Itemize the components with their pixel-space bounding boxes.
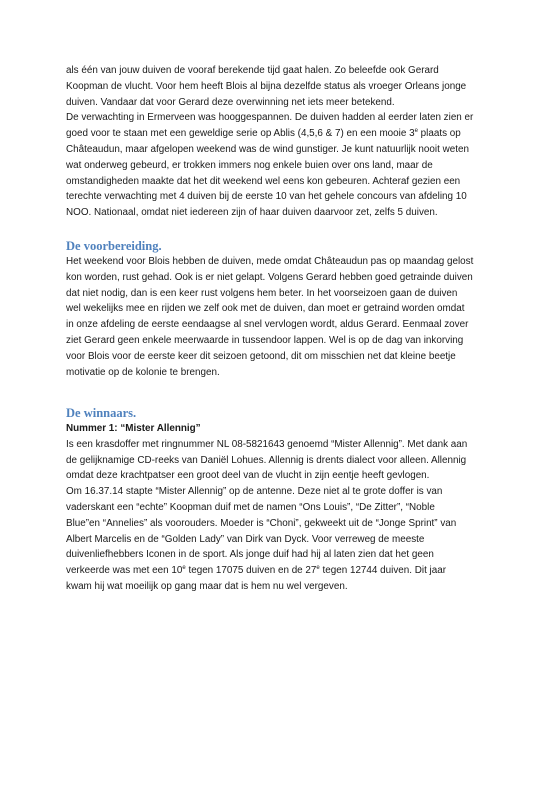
text-line: omdat deze krachtpatser een groot deel van de vlucht in zijn eentje heeft gevlogen. (66, 470, 430, 482)
text-line: wel wekelijks mee en rijden we zelf ook met de duiven, dan moet er getraind worden omdat (66, 303, 465, 315)
paragraph-voorbereiding (66, 254, 506, 380)
text-line: Blue”en “Annelies” als voorouders. Moeder is “Choni”, gekweekt uit de “Jonge Sprint” van (66, 517, 457, 529)
section-heading-winnaars: De winnaars. (66, 406, 137, 420)
text-line: als één van jouw duiven de vooraf berekende tijd gaat halen. Zo beleefde ook Gerard (66, 65, 439, 76)
text-line: omstandigheden maakte dat het dit weekend wel eens kon gebeuren. Achteraf gezien een (66, 175, 461, 187)
text-line: Is een krasdoffer met ringnummer NL 08-5821643 genoemd “Mister Allennig”. Met dank aan (66, 438, 468, 450)
text-line: Om 16.37.14 stapte “Mister Allennig” op de antenne. Deze niet al te grote doffer is van (66, 486, 443, 498)
text-line: motivatie op de kolonie te brengen. (66, 366, 220, 378)
text-line: Koopman de vlucht. Voor hem heeft Blois al bijna dezelfde status als vroeger Orleans jonge (66, 80, 467, 92)
superscript: e (316, 565, 320, 572)
paragraph-verwachting (66, 110, 506, 221)
text-line: kwam hij wat moeilijk op gang maar dat is hem nu wel vergeven. (66, 580, 348, 592)
text-line: NOO. Nationaal, omdat niet iedereen zijn of haar duiven daarvoor zet, zelfs 5 duiven. (66, 207, 438, 219)
subheading-nummer-1: Nummer 1: “Mister Allennig” (66, 423, 201, 434)
text-line: duiven. Vandaar dat voor Gerard deze overwinning net iets meer betekend. (66, 96, 395, 108)
text-line: de gelijknamige CD-reeks van Daniël Lohues. Allennig is drents dialect voor alleen. Allennig (66, 454, 467, 466)
text-line: duivenliefhebbers Iconen in de sport. Als jonge duif had hij al laten zien dat het geen (66, 549, 434, 561)
text-line: kon worden, rust gehad. Ook is er niet gelapt. Volgens Gerard hebben goed getrainde duiven (66, 271, 473, 283)
text-line: dat niet nodig, dan is een keer rust volgens hem beter. In het voorseizoen gaan de duiven (66, 287, 458, 299)
superscript: e (414, 128, 418, 135)
text-line: wat onderweg gebeurd, er trokken immers nog enkele buien over ons land, maar de (66, 159, 433, 171)
text-line: voor Blois voor de eerste keer dit seizoen getoond, dit om misschien net dat kleine beetje (66, 350, 456, 362)
text-line: De verwachting in Ermerveen was hooggespannen. De duiven hadden al eerder laten zien er (66, 112, 474, 124)
paragraph-intro (66, 63, 506, 110)
superscript: e (182, 565, 186, 572)
text-line: vaderskant een “echte” Koopman duif met de namen “Ons Louis”, “De Zitter”, “Noble (66, 501, 435, 513)
section-heading-voorbereiding: De voorbereiding. (66, 239, 162, 253)
text-line: verkeerde was met een 10e tegen 17075 duiven en de 27e tegen 12744 duiven. Dit jaar (66, 565, 447, 577)
text-line: goed voor te staan met een geweldige serie op Ablis (4,5,6 & 7) en een mooie 3e plaats op (66, 128, 461, 140)
text-line: Het weekend voor Blois hebben de duiven, mede omdat Châteaudun pas op maandag gelost (66, 256, 474, 267)
text-line: Châteaudun, maar afgelopen weekend was de wind gunstiger. Je kunt natuurlijk nooit weten (66, 143, 469, 155)
text-line: Albert Marcelis en de “Golden Lady” van Dirk van Dyck. Voor verreweg de meeste (66, 533, 425, 545)
text-line: in onze afdeling de eerste eendaagse al snel vervlogen wordt, aldus Gerard. Eenmaal zover (66, 319, 469, 331)
paragraph-allennig (66, 421, 506, 484)
text-line: ziet Gerard geen enkele meerwaarde in tussendoor lappen. Wel is op de dag van inkorving (66, 334, 464, 346)
paragraph-antenne (66, 484, 506, 595)
text-line: terechte verwachting met 4 duiven bij de eerste 10 van het gehele concours van afdeling 10 (66, 191, 467, 203)
